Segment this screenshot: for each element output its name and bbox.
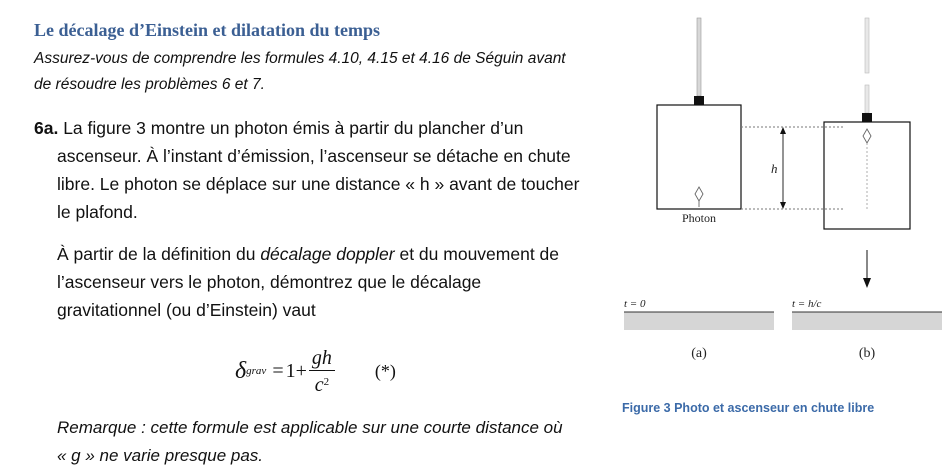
problem-first-line [34, 114, 614, 142]
label-th: t = h/c [792, 298, 822, 310]
para2-text-b: et du mouvement de [394, 244, 560, 264]
photon-icon-b [863, 129, 871, 211]
floor-b [792, 312, 942, 330]
problem-number: 6a. [34, 118, 59, 138]
formula-denominator [315, 371, 329, 396]
height-label: h [771, 161, 778, 176]
cable-attach-b [862, 113, 872, 122]
cable-attach-a [694, 96, 704, 105]
formula-fraction [309, 346, 335, 396]
elevator-figure [615, 15, 945, 385]
problem-6a [34, 114, 614, 226]
height-arrow-head-up [780, 127, 786, 134]
para2-line-3: gravitationnel (ou d’Einstein) vaut [57, 300, 316, 320]
para2-line-2: l’ascenseur vers le photon, démontrez que le décalage [57, 272, 482, 292]
floor-a [624, 312, 774, 330]
photon-label: Photon [681, 211, 717, 225]
photon-icon-a [695, 187, 703, 207]
cable-b-upper [865, 18, 869, 73]
label-b: (b) [858, 346, 876, 361]
cable-a [697, 18, 701, 96]
formula-one-plus: 1+ [285, 359, 307, 382]
instruction-text [34, 46, 614, 98]
problem-paragraph-2 [57, 240, 617, 324]
instruction-line-1: Assurez-vous de comprendre les formules 4.10, 4.15 et 4.16 de Séguin avant [34, 50, 566, 67]
figure-caption: Figure 3 Photo et ascenseur en chute libre [622, 401, 875, 415]
formula-subscript: grav [246, 365, 267, 377]
fall-arrow-head [863, 278, 871, 288]
gravitational-shift-formula [235, 346, 396, 396]
instruction-line-2: de résoudre les problèmes 6 et 7. [34, 76, 265, 93]
remark-line-1: Remarque : cette formule est applicable sur une courte distance où [57, 418, 563, 437]
formula-c: c [314, 374, 324, 396]
formula-equals: = [272, 359, 284, 382]
problem-text-line-1: La figure 3 montre un photon émis à partir du plancher d’un [58, 118, 524, 138]
remark-note [57, 414, 617, 470]
section-title: Le décalage d’Einstein et dilatation du temps [34, 20, 381, 40]
height-arrow-head-down [780, 202, 786, 209]
problem-text-line-2: ascenseur. À l’instant d’émission, l’ascenseur se détache en chute [57, 146, 571, 166]
formula-exponent: 2 [323, 376, 330, 388]
formula-tag: (*) [374, 360, 396, 381]
formula-delta: δ [235, 357, 247, 384]
para2-italic-term: décalage doppler [260, 244, 395, 264]
problem-text-line-3: libre. Le photon se déplace sur une distance « h » avant de toucher [57, 174, 580, 194]
cable-b-lower [865, 85, 869, 113]
label-t0: t = 0 [624, 298, 646, 310]
formula-numerator: gh [309, 346, 335, 371]
problem-text-line-4: le plafond. [57, 202, 138, 222]
remark-line-2: « g » ne varie presque pas. [57, 446, 264, 465]
elevator-a [657, 105, 741, 209]
label-a: (a) [691, 346, 707, 361]
para2-text-a: À partir de la définition du [57, 244, 261, 264]
para2-line-1 [57, 240, 617, 268]
